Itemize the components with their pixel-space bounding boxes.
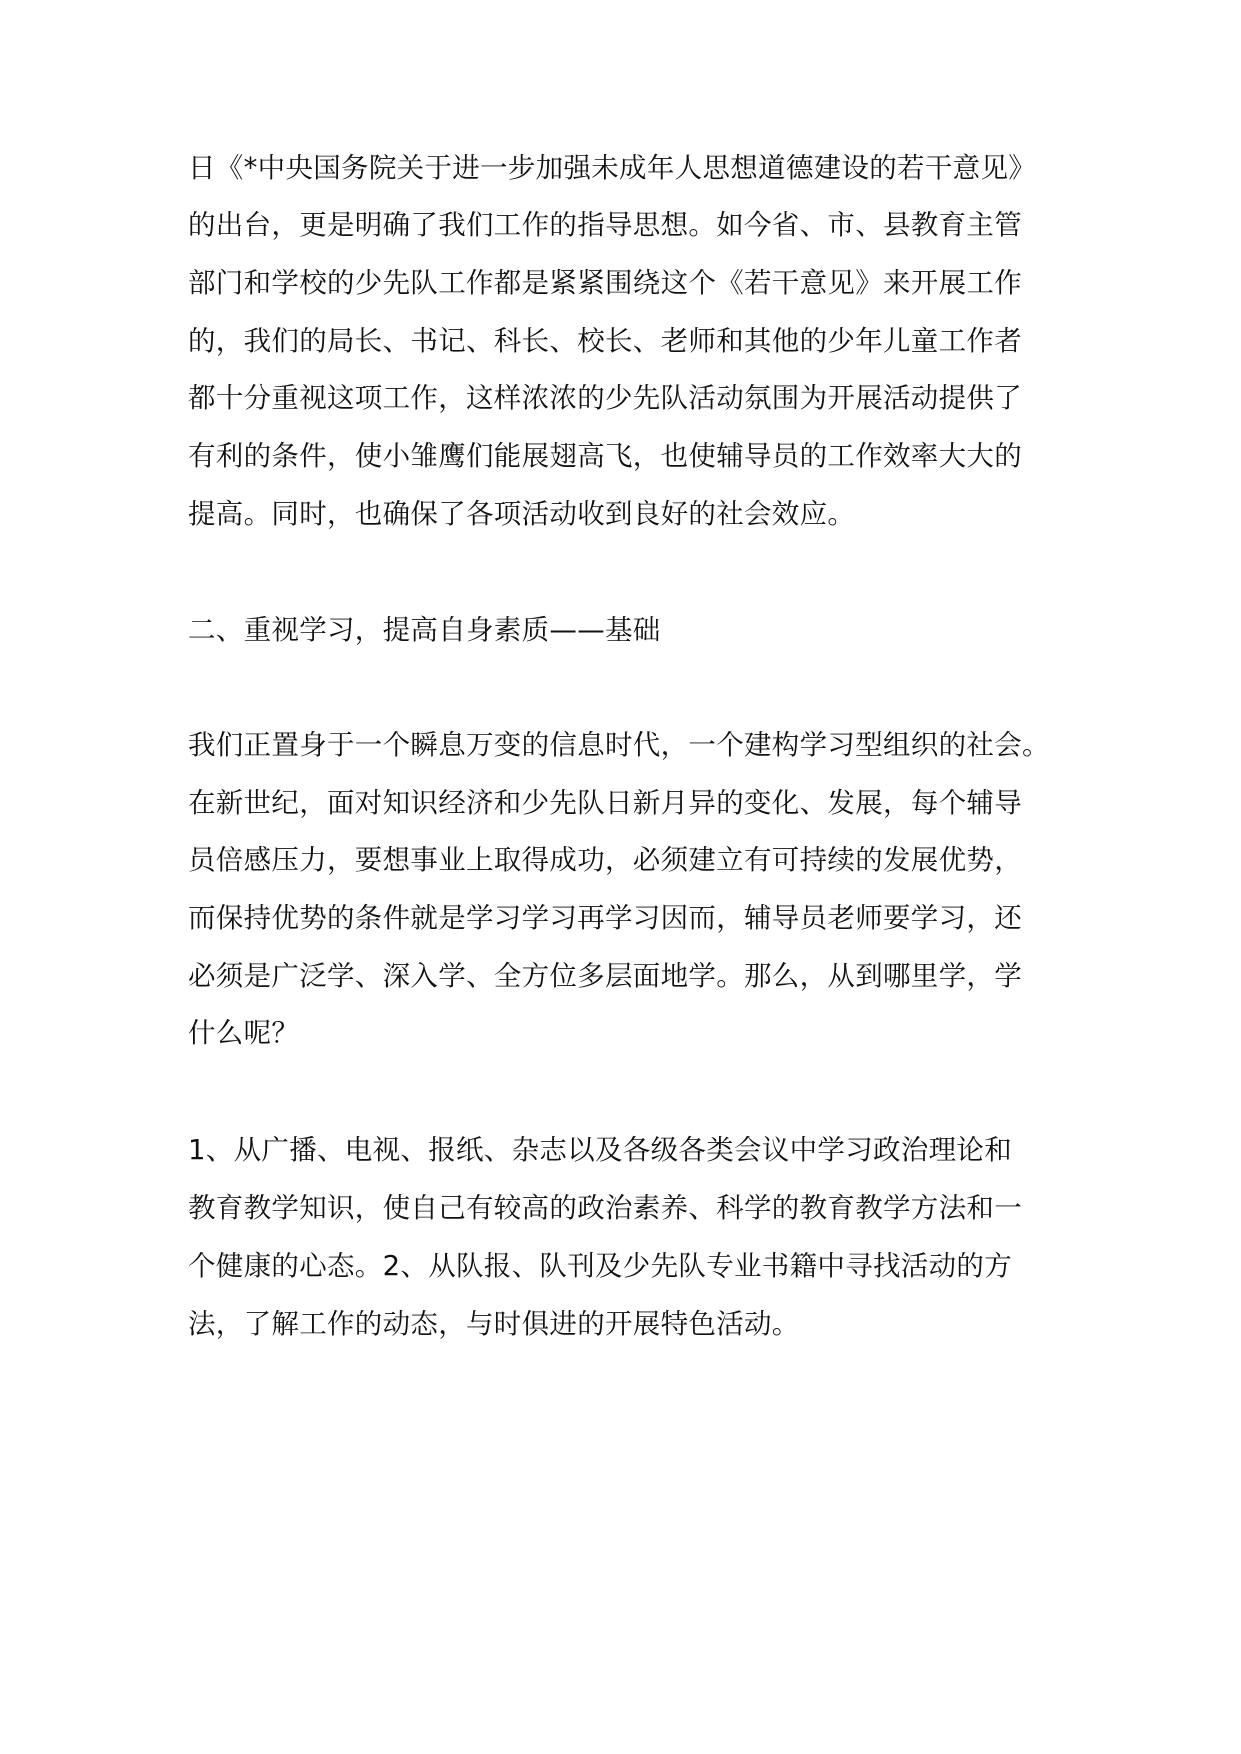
paragraph-line: 部门和学校的少先队工作都是紧紧围绕这个《若干意见》来开展工作 bbox=[188, 267, 1022, 299]
paragraph-line: 日《*中央国务院关于进一步加强未成年人思想道德建设的若干意见》 bbox=[188, 152, 1037, 184]
paragraph-line: 提高。同时，也确保了各项活动收到良好的社会效应。 bbox=[188, 498, 856, 530]
paragraph-line: 在新世纪，面对知识经济和少先队日新月异的变化、发展，每个辅导 bbox=[188, 787, 1022, 819]
paragraph-line: 我们正置身于一个瞬息万变的信息时代，一个建构学习型组织的社会。 bbox=[188, 729, 1050, 761]
paragraph-line: 教育教学知识，使自己有较高的政治素养、科学的教育教学方法和一 bbox=[188, 1192, 1022, 1224]
paragraph-line: 的，我们的局长、书记、科长、校长、老师和其他的少年儿童工作者 bbox=[188, 325, 1022, 357]
paragraph-line: 员倍感压力，要想事业上取得成功，必须建立有可持续的发展优势， bbox=[188, 844, 1022, 876]
paragraph-line: 而保持优势的条件就是学习学习再学习因而，辅导员老师要学习，还 bbox=[188, 902, 1022, 934]
section-heading: 二、重视学习，提高自身素质——基础 bbox=[188, 614, 661, 646]
paragraph-line: 什么呢？ bbox=[188, 1017, 300, 1049]
paragraph-line: 必须是广泛学、深入学、全方位多层面地学。那么，从到哪里学，学 bbox=[188, 960, 1022, 992]
paragraph-line: 1、从广播、电视、报纸、杂志以及各级各类会议中学习政治理论和 bbox=[188, 1134, 1012, 1166]
paragraph-line: 都十分重视这项工作，这样浓浓的少先队活动氛围为开展活动提供了 bbox=[188, 382, 1022, 414]
paragraph-line: 个健康的心态。2、从队报、队刊及少先队专业书籍中寻找活动的方 bbox=[188, 1250, 1012, 1282]
paragraph-line: 的出台，更是明确了我们工作的指导思想。如今省、市、县教育主管 bbox=[188, 209, 1022, 241]
paragraph-line: 法，了解工作的动态，与时俱进的开展特色活动。 bbox=[188, 1308, 800, 1340]
paragraph-line: 有利的条件，使小雏鹰们能展翅高飞，也使辅导员的工作效率大大的 bbox=[188, 440, 1022, 472]
